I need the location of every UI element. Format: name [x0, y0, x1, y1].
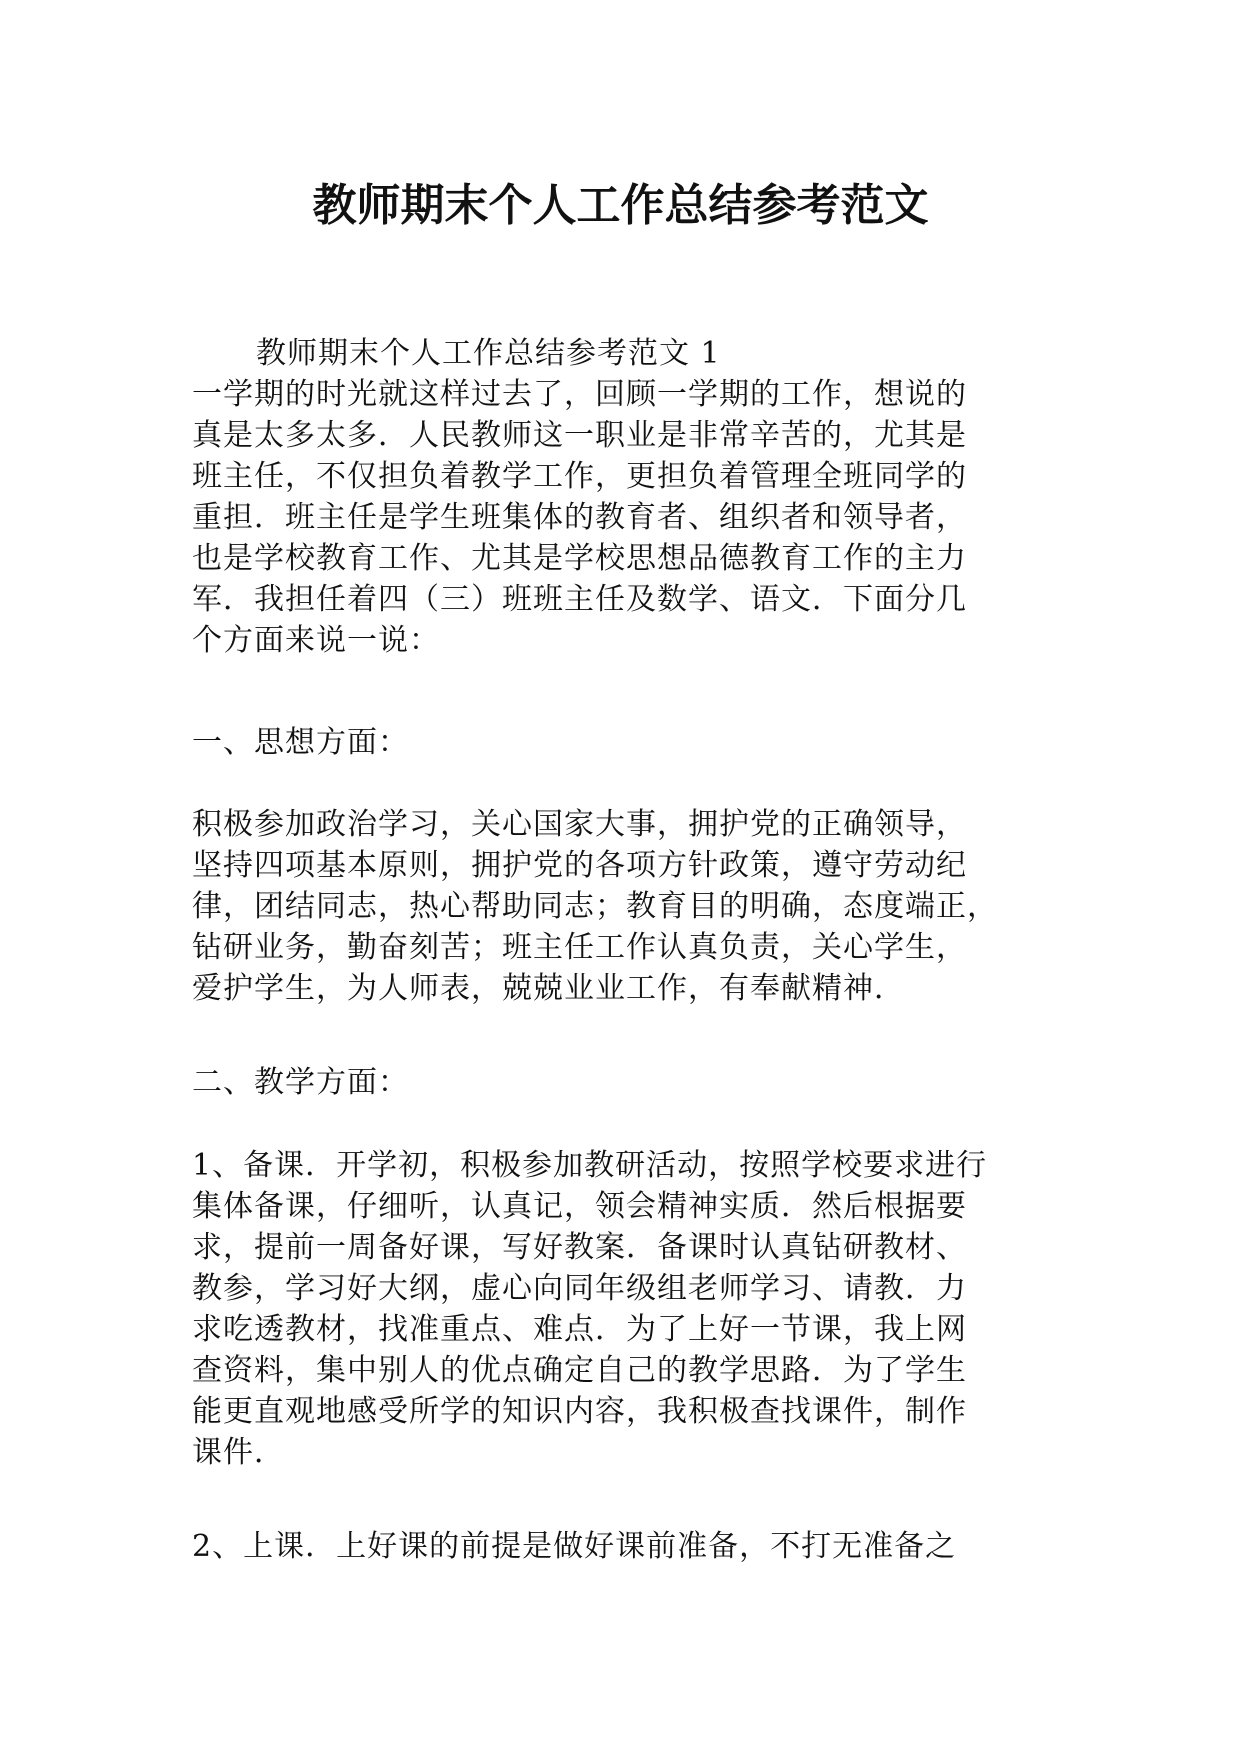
paragraph-line: 2、上课．上好课的前提是做好课前准备，不打无准备之	[192, 1529, 957, 1564]
teaching-preparation-paragraph	[192, 1145, 1062, 1473]
paragraph-line: 也是学校教育工作、尤其是学校思想品德教育工作的主力	[192, 541, 967, 576]
section-heading: 二、教学方面：	[192, 1065, 409, 1100]
paragraph-line: 爱护学生，为人师表，兢兢业业工作，有奉献精神．	[192, 971, 905, 1006]
paragraph-line: 一学期的时光就这样过去了，回顾一学期的工作，想说的	[192, 377, 967, 412]
section-heading: 一、思想方面：	[192, 725, 409, 760]
section-thought-paragraph	[192, 804, 1062, 1009]
paragraph-line: 军．我担任着四（三）班班主任及数学、语文．下面分几	[192, 582, 967, 617]
paragraph-line: 积极参加政治学习，关心国家大事，拥护党的正确领导，	[192, 807, 967, 842]
document-title: 教师期末个人工作总结参考范文	[312, 180, 929, 231]
paragraph-line: 求吃透教材，找准重点、难点．为了上好一节课，我上网	[192, 1312, 967, 1347]
paragraph-line: 坚持四项基本原则，拥护党的各项方针政策，遵守劳动纪	[192, 848, 967, 883]
section-heading-teaching	[192, 1062, 1062, 1103]
paragraph-line: 课件．	[192, 1435, 285, 1470]
essay-subtitle: 教师期末个人工作总结参考范文 1	[256, 336, 721, 371]
paragraph-line: 1、备课．开学初，积极参加教研活动，按照学校要求进行	[192, 1148, 988, 1183]
paragraph-line: 钻研业务，勤奋刻苦；班主任工作认真负责，关心学生，	[192, 930, 967, 965]
teaching-class-paragraph	[192, 1526, 1062, 1567]
paragraph-line: 班主任，不仅担负着教学工作，更担负着管理全班同学的	[192, 459, 967, 494]
paragraph-line: 教参，学习好大纲，虚心向同年级组老师学习、请教．力	[192, 1271, 967, 1306]
paragraph-line: 律，团结同志，热心帮助同志；教育目的明确，态度端正，	[192, 889, 998, 924]
paragraph-line: 能更直观地感受所学的知识内容，我积极查找课件，制作	[192, 1394, 967, 1429]
section-heading-thought	[192, 722, 1062, 763]
paragraph-line: 重担．班主任是学生班集体的教育者、组织者和领导者，	[192, 500, 967, 535]
paragraph-line: 集体备课，仔细听，认真记，领会精神实质．然后根据要	[192, 1189, 967, 1224]
paragraph-line: 真是太多太多．人民教师这一职业是非常辛苦的，尤其是	[192, 418, 967, 453]
paragraph-line: 求，提前一周备好课，写好教案．备课时认真钻研教材、	[192, 1230, 967, 1265]
paragraph-line: 个方面来说一说：	[192, 623, 440, 658]
paragraph-line: 查资料，集中别人的优点确定自己的教学思路．为了学生	[192, 1353, 967, 1388]
intro-paragraph	[192, 374, 1062, 661]
